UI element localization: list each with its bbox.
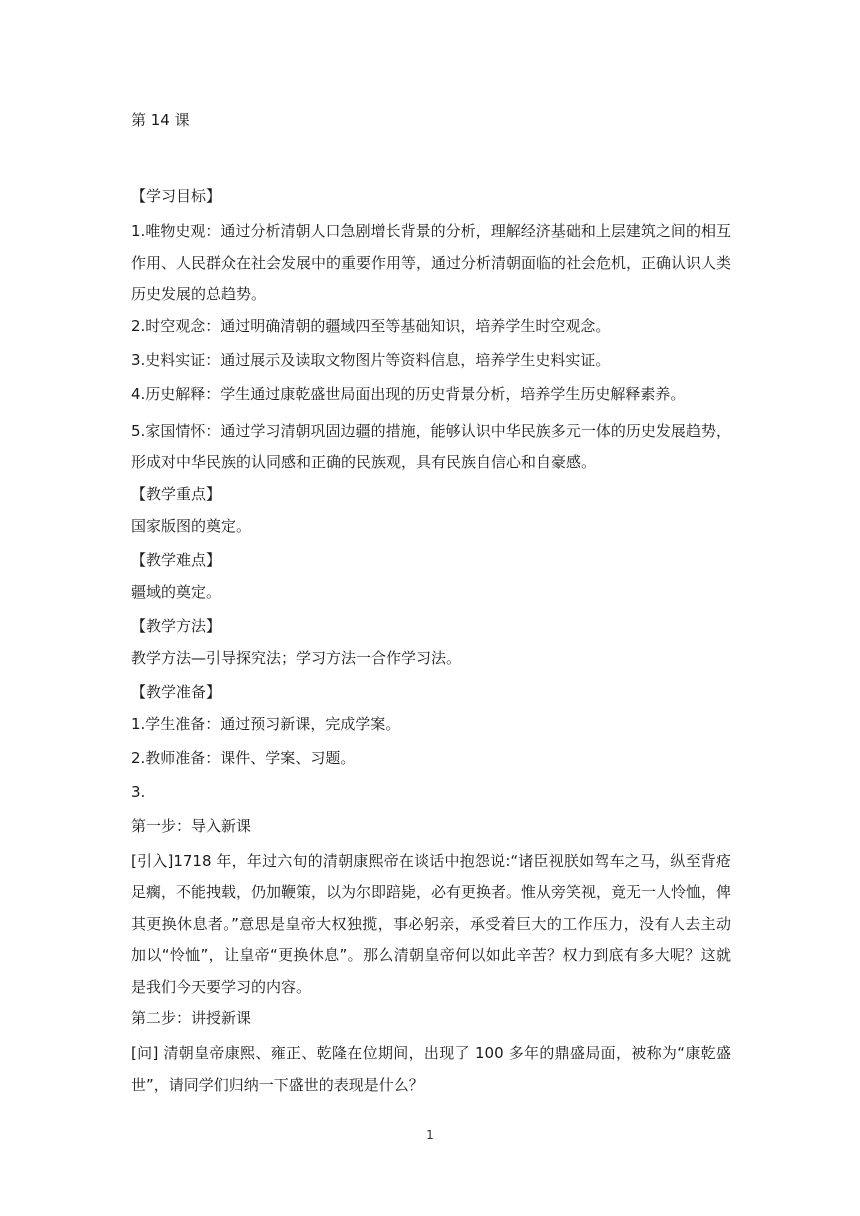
step2-text: [问] 清朝皇帝康熙、雍正、乾隆在位期间，出现了 100 多年的鼎盛局面，被称为“康乾盛世”，请同学们归纳一下盛世的表现是什么？ — [131, 1044, 731, 1094]
step1-text: [引入]1718 年，年过六旬的清朝康熙帝在谈话中抱怨说:“诸臣视朕如驾车之马，纵至背疮足瘸，不能拽载，仍加鞭策，以为尔即踣毙，必有更换者。惟从旁笑视，竟无一人怜恤，俾其更换休息者。”意思是皇帝大权独揽，事必躬亲，承受着巨大的工作压力，没有人去主动加以“怜恤”，让皇帝“更换休息”。那么清朝皇帝何以如此辛苦？权力到底有多大呢？这就是我们今天要学习的内容。 — [131, 851, 732, 996]
step1-heading: 第一步：导入新课 — [131, 816, 252, 835]
key-points-section — [131, 482, 731, 538]
learning-goal-item: 2.时空观念：通过明确清朝的疆域四至等基础知识，培养学生时空观念。 — [131, 316, 611, 335]
learning-goals-heading: 【学习目标】 — [131, 187, 222, 205]
preparation-heading: 【教学准备】 — [131, 682, 222, 701]
difficulties-heading: 【教学难点】 — [131, 550, 222, 569]
page-content — [131, 108, 731, 1104]
key-points-heading: 【教学重点】 — [131, 484, 222, 503]
page-number: 1 — [426, 1128, 434, 1142]
learning-goals-section — [131, 184, 731, 479]
key-points-text: 国家版图的奠定。 — [131, 516, 252, 535]
learning-goal-item: 4.历史解释：学生通过康乾盛世局面出现的历史背景分析，培养学生历史解释素养。 — [131, 384, 686, 403]
methods-section — [131, 614, 731, 670]
step2-section — [131, 1006, 731, 1101]
preparation-item: 2.教师准备：课件、学案、习题。 — [131, 748, 356, 767]
learning-goal-item: 5.家国情怀：通过学习清朝巩固边疆的措施，能够认识中华民族多元一体的历史发展趋势，形成对中华民族的认同感和正确的民族观，具有民族自信心和自豪感。 — [131, 421, 731, 471]
preparation-item: 3. — [131, 782, 146, 801]
step2-heading: 第二步：讲授新课 — [131, 1009, 252, 1027]
difficulties-section — [131, 548, 731, 604]
difficulties-text: 疆域的奠定。 — [131, 582, 222, 601]
preparation-section — [131, 680, 731, 804]
methods-text: 教学方法—引导探究法；学习方法一合作学习法。 — [131, 648, 462, 667]
step1-section — [131, 814, 731, 1004]
lesson-title: 第 14 课 — [131, 111, 190, 129]
preparation-item: 1.学生准备：通过预习新课，完成学案。 — [131, 714, 401, 733]
learning-goal-item: 3.史料实证：通过展示及读取文物图片等资料信息，培养学生史料实证。 — [131, 350, 611, 369]
learning-goal-item: 1.唯物史观：通过分析清朝人口急剧增长背景的分析，理解经济基础和上层建筑之间的相互作用、人民群众在社会发展中的重要作用等，通过分析清朝面临的社会危机，正确认识人类历史发展的总趋势。 — [131, 222, 732, 303]
methods-heading: 【教学方法】 — [131, 616, 222, 635]
